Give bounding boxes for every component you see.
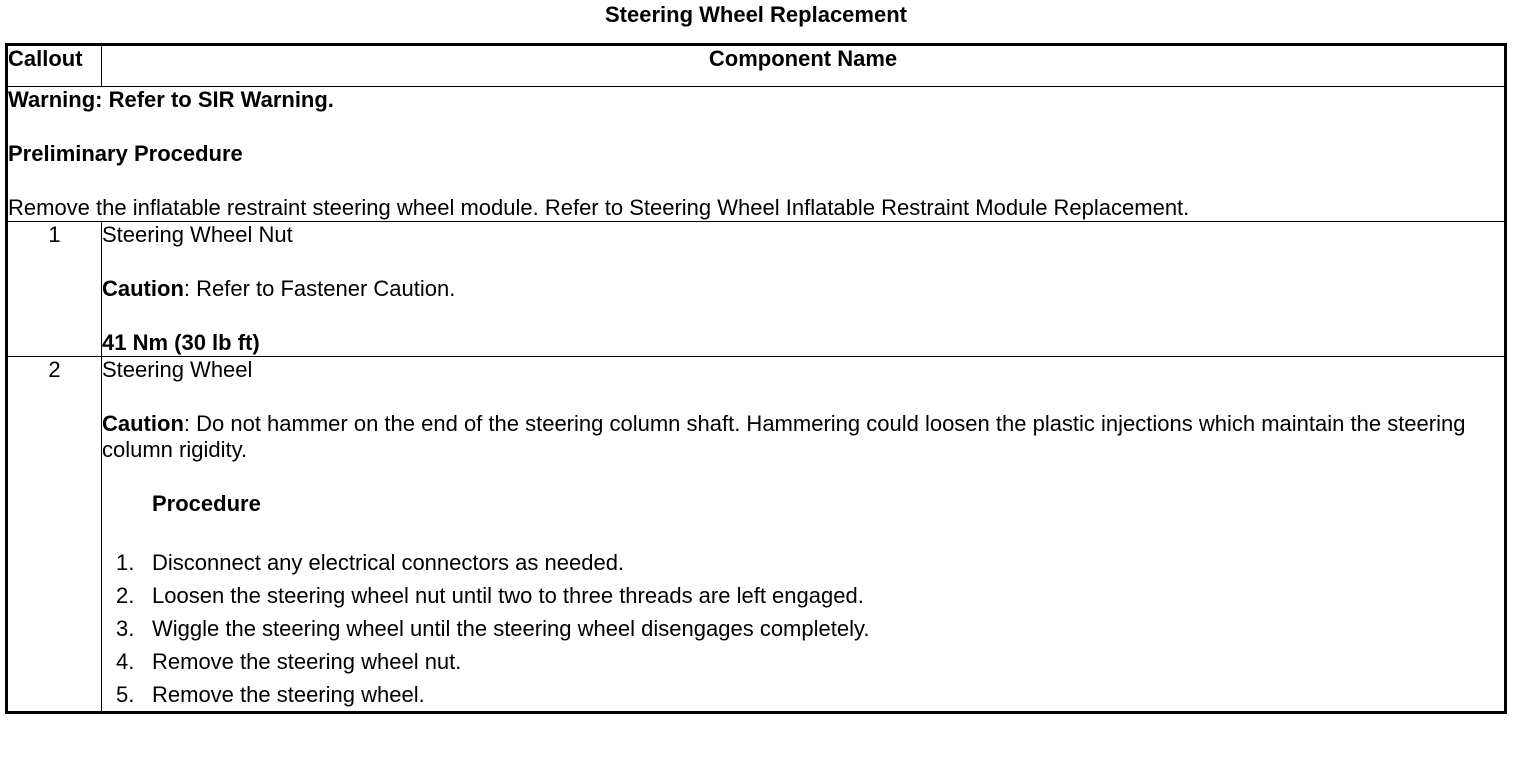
step-number: 2. xyxy=(116,583,135,608)
page-title: Steering Wheel Replacement xyxy=(605,2,907,27)
header-callout: Callout xyxy=(7,45,102,87)
table-header-row xyxy=(7,45,1506,87)
sir-warning: Warning: Refer to SIR Warning. xyxy=(8,87,334,112)
caution-text: : Do not hammer on the end of the steering column shaft. Hammering could loosen the plastic injections which maintain the steering column rigidity. xyxy=(102,411,1466,462)
caution-text: : Refer to Fastener Caution. xyxy=(183,276,456,301)
step-text: Wiggle the steering wheel until the steering wheel disengages completely. xyxy=(152,616,870,641)
component-name: Steering Wheel xyxy=(102,357,253,382)
preliminary-cell xyxy=(7,87,1506,222)
step-text: Remove the steering wheel. xyxy=(152,682,425,707)
procedure-step xyxy=(102,579,1504,612)
step-number: 5. xyxy=(116,682,135,707)
caution-note xyxy=(102,276,1504,302)
step-number: 3. xyxy=(116,616,135,641)
step-text: Disconnect any electrical connectors as needed. xyxy=(152,550,625,575)
step-text: Loosen the steering wheel nut until two to three threads are left engaged. xyxy=(152,583,864,608)
procedure-step xyxy=(102,678,1504,711)
torque-spec: 41 Nm (30 lb ft) xyxy=(102,330,260,355)
table-row xyxy=(7,357,1506,713)
component-cell xyxy=(102,222,1506,357)
step-text: Remove the steering wheel nut. xyxy=(152,649,462,674)
procedure-step xyxy=(102,645,1504,678)
procedure-step xyxy=(102,546,1504,579)
step-number: 4. xyxy=(116,649,135,674)
preliminary-text: Remove the inflatable restraint steering wheel module. Refer to Steering Wheel Inflatable Restraint Module Replacement. xyxy=(8,195,1190,220)
caution-label: Caution xyxy=(102,276,184,301)
callout-number: 1 xyxy=(7,222,102,357)
preliminary-row xyxy=(7,87,1506,222)
component-table xyxy=(5,43,1507,714)
component-name: Steering Wheel Nut xyxy=(102,222,293,247)
step-number: 1. xyxy=(116,550,135,575)
callout-number: 2 xyxy=(7,357,102,713)
procedure-step xyxy=(102,612,1504,645)
table-row xyxy=(7,222,1506,357)
procedure-heading: Procedure xyxy=(152,491,261,516)
header-component-name: Component Name xyxy=(102,45,1506,87)
caution-note xyxy=(102,411,1504,463)
preliminary-heading: Preliminary Procedure xyxy=(8,141,243,166)
procedure-steps xyxy=(102,546,1504,711)
caution-label: Caution xyxy=(102,411,184,436)
component-cell xyxy=(102,357,1506,713)
